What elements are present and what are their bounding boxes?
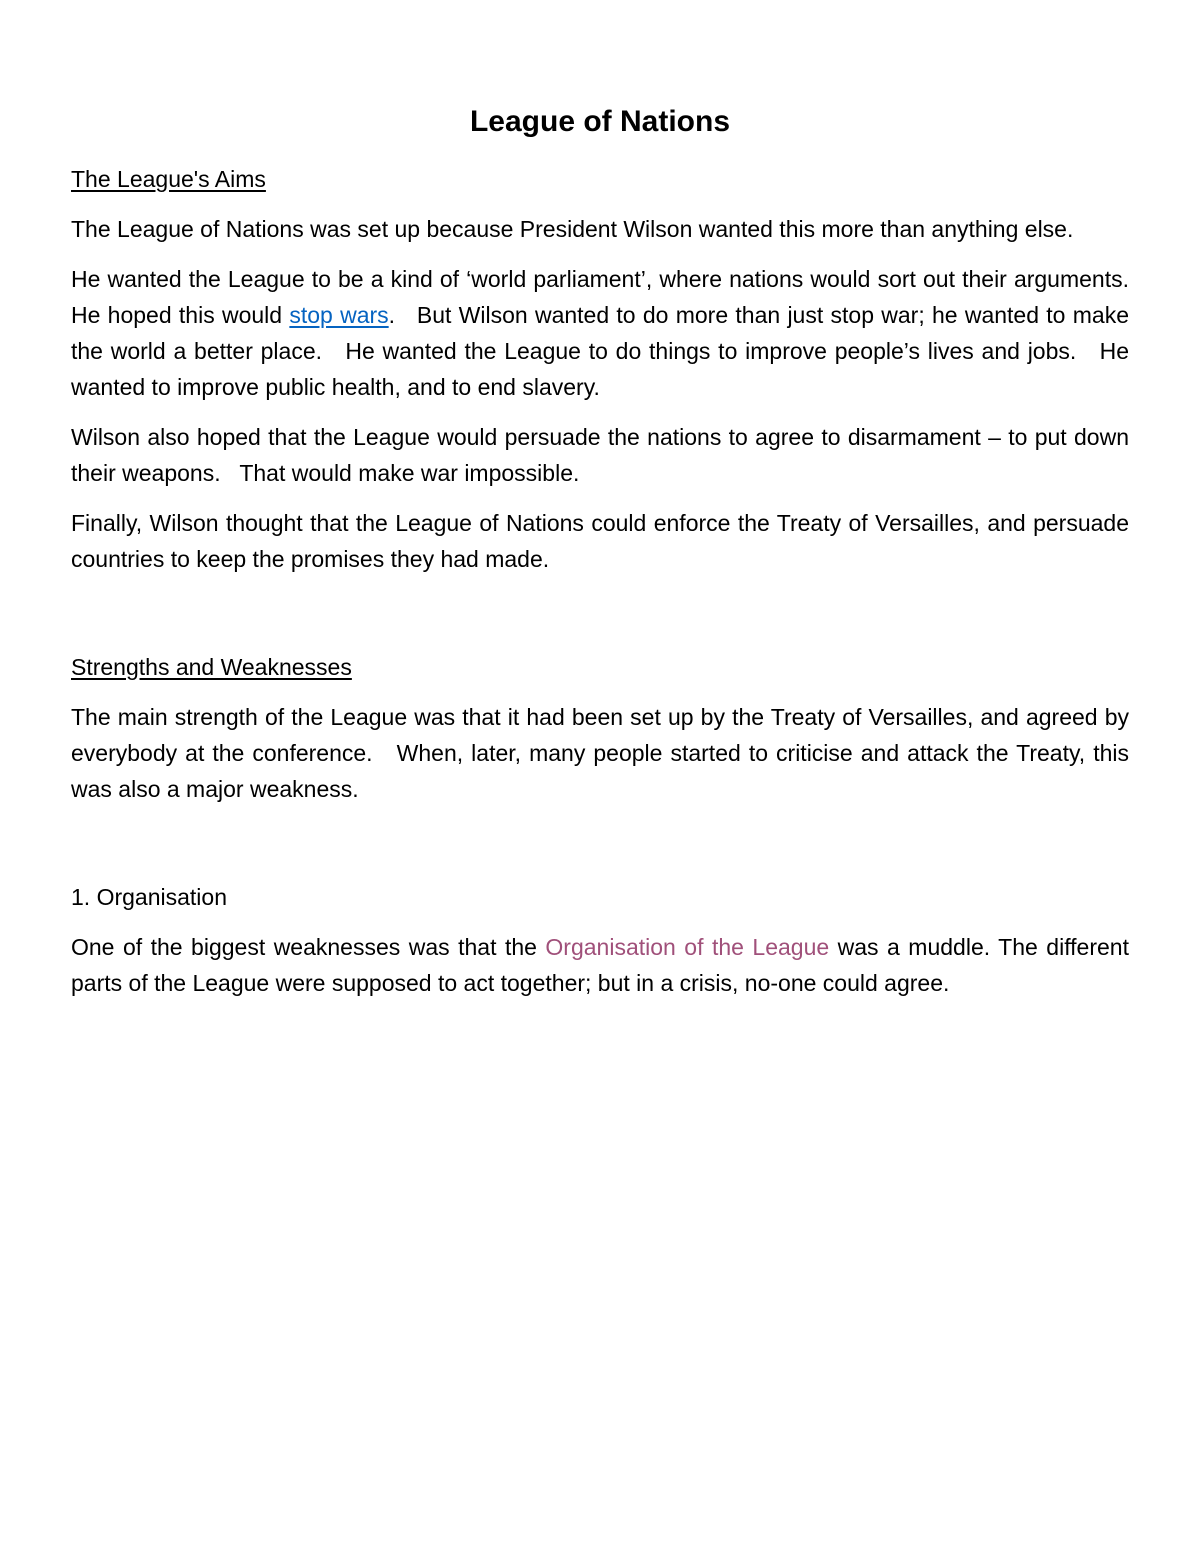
aims-paragraph-2 (71, 261, 1149, 405)
aims-paragraph-2-text-before: He wanted the League to be a kind of ‘world parliament’, where nations would sort out their arguments. He hoped this would (71, 266, 1149, 328)
aims-paragraph-4: Finally, Wilson thought that the League of Nations could enforce the Treaty of Versailles, and persuade countries to keep the promises they had made. (71, 510, 1129, 572)
section-heading-strengths: Strengths and Weaknesses (71, 654, 352, 680)
section-spacer (71, 577, 1129, 629)
organisation-highlight: Organisation of the League (545, 934, 830, 960)
organisation-paragraph-text-before: One of the biggest weaknesses was that the (71, 934, 546, 960)
section-heading-organisation: 1. Organisation (71, 884, 227, 910)
stop-wars-link[interactable]: stop wars (289, 302, 389, 328)
organisation-paragraph-1 (71, 929, 1129, 1001)
document-page (71, 0, 1149, 1001)
document-title: League of Nations (469, 105, 731, 138)
aims-paragraph-1: The League of Nations was set up because President Wilson wanted this more than anything else. (71, 216, 1074, 242)
organisation-paragraph-text-after: was a muddle. The different parts of the League were supposed to act together; but in a crisis, no-one could agree. (71, 934, 1129, 996)
strengths-paragraph-1: The main strength of the League was that it had been set up by the Treaty of Versailles, and agreed by everybody at the conference. When, later, many people started to criticise and attack the Treaty, this was also a major weakness. (71, 704, 1136, 802)
aims-paragraph-3: Wilson also hoped that the League would persuade the nations to agree to disarmament – to put down their weapons. That would make war impossible. (71, 424, 1136, 486)
section-spacer (71, 807, 1129, 859)
section-heading-aims: The League's Aims (71, 166, 266, 192)
aims-paragraph-2-text-after: . But Wilson wanted to do more than just stop war; he wanted to make the world a better place. He wanted the League to do things to improve people’s lives and jobs. He wanted to improve public health, and to end slavery. (71, 302, 1136, 400)
